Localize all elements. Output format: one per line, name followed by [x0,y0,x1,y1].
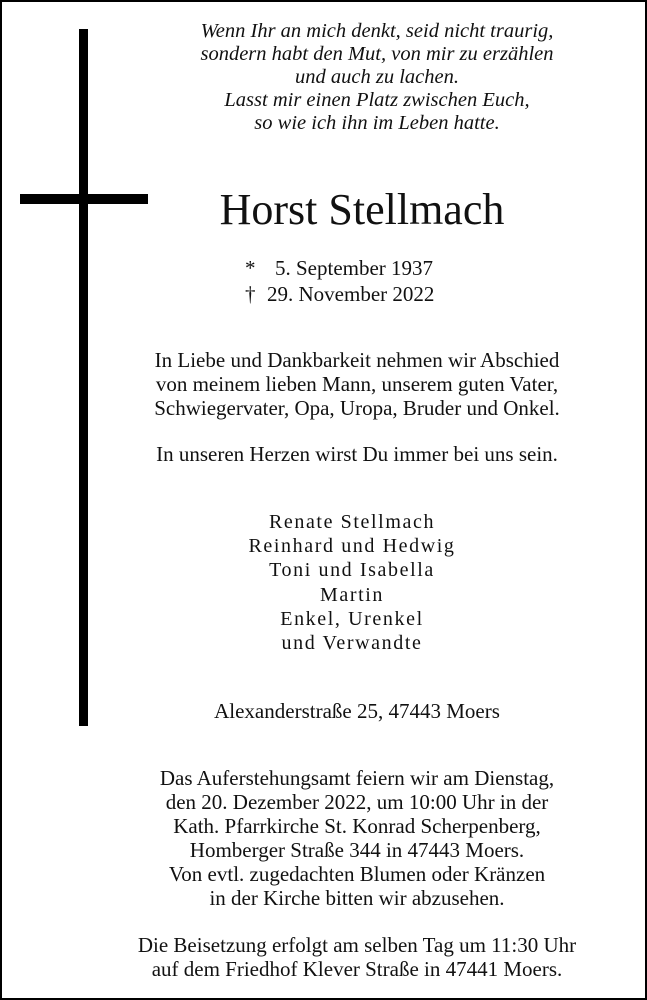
mourner: Martin [319,583,385,606]
poem-line: Lasst mir einen Platz zwischen Euch, [224,89,530,111]
service-line: Kath. Pfarrkirche St. Konrad Scherpenberg, [173,814,541,838]
burial-line: auf dem Friedhof Klever Straße in 47441 Moers. [151,957,563,981]
deceased-name: Horst Stellmach [219,185,505,234]
death-symbol: † [245,282,256,306]
mourners-list [152,510,552,655]
farewell-text [62,348,647,420]
service-line: Das Auferstehungsamt feiern wir am Dienstag, [159,766,555,790]
burial-line: Die Beisetzung erfolgt am selben Tag um 11:30 Uhr [137,933,577,957]
farewell-line: In Liebe und Dankbarkeit nehmen wir Abschied [154,348,560,372]
mourner: Reinhard und Hedwig [248,535,456,558]
address: Alexanderstraße 25, 47443 Moers [214,699,500,723]
mourner: Toni und Isabella [269,559,435,582]
poem-line: sondern habt den Mut, von mir zu erzählen [200,43,554,65]
burial-info [62,933,647,981]
service-line: Homberger Straße 344 in 47443 Moers. [189,838,525,862]
farewell-line: von meinem lieben Mann, unserem guten Vater, [155,372,559,396]
death-date-row [245,281,434,307]
service-line: den 20. Dezember 2022, um 10:00 Uhr in der [165,790,549,814]
poem-line: Wenn Ihr an mich denkt, seid nicht traurig, [200,20,554,42]
birth-date-row [245,255,434,281]
heart-line: In unseren Herzen wirst Du immer bei uns sein. [156,442,558,466]
poem-line: so wie ich ihn im Leben hatte. [254,112,500,134]
service-line: in der Kirche bitten wir abzusehen. [209,886,505,910]
birth-date: 5. September 1937 [275,256,434,280]
mourner: Renate Stellmach [268,511,436,533]
birth-symbol: * [245,256,256,280]
death-date: 29. November 2022 [267,282,435,306]
service-info [62,766,647,910]
farewell-line: Schwiegervater, Opa, Uropa, Bruder und Onkel. [154,396,560,420]
poem [122,20,632,135]
poem-line: und auch zu lachen. [295,66,459,88]
life-dates [245,255,434,307]
mourner: Enkel, Urenkel [280,607,424,630]
service-line: Von evtl. zugedachten Blumen oder Kränzen [168,862,546,886]
mourner: und Verwandte [281,632,423,655]
